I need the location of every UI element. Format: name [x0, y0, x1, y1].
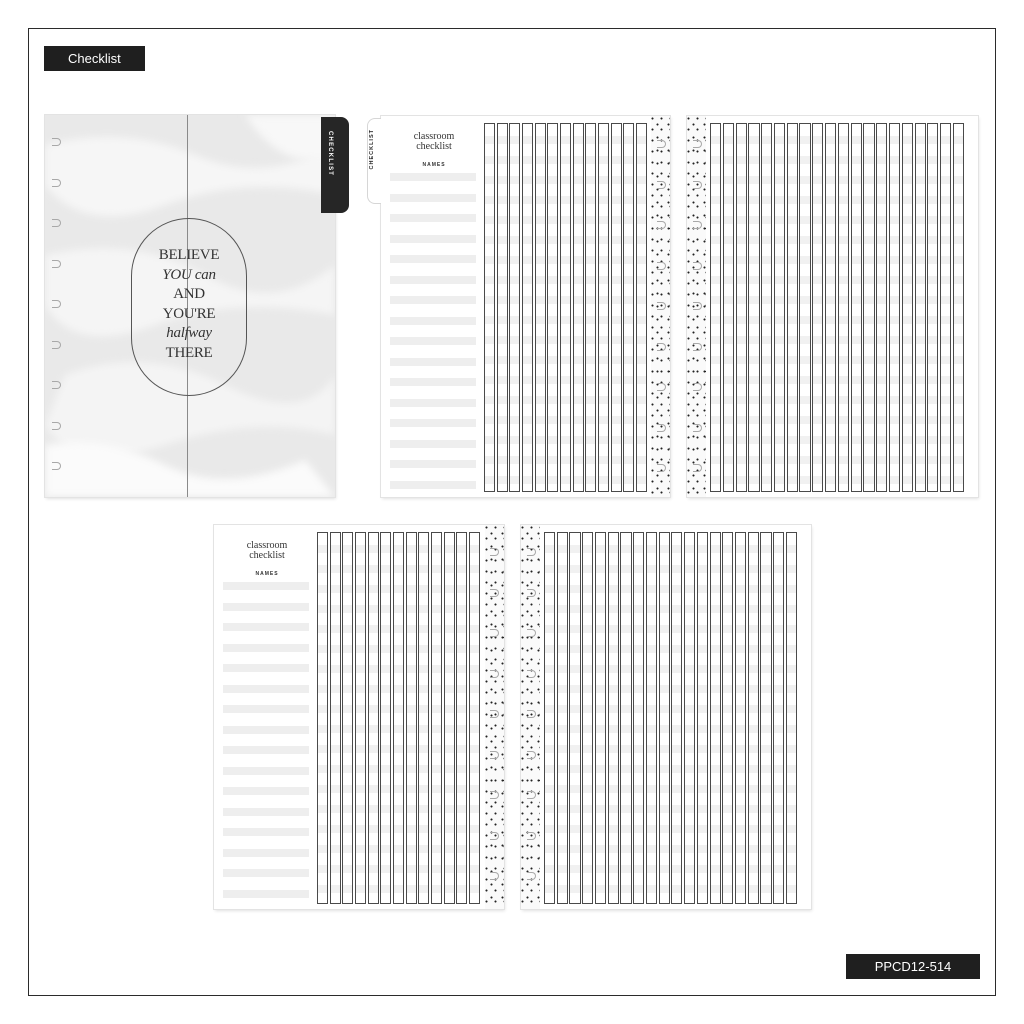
checkbox-column — [736, 123, 747, 492]
binder-ring-icon — [52, 260, 61, 268]
checkbox-column — [608, 532, 619, 904]
checkbox-column — [456, 532, 467, 904]
binder-ring-icon — [527, 589, 536, 597]
binder-ring-icon — [52, 462, 61, 470]
name-line — [390, 214, 476, 222]
name-line — [223, 767, 309, 775]
checkbox-column — [787, 123, 798, 492]
checkbox-column — [723, 123, 734, 492]
binder-ring-icon — [490, 832, 499, 840]
name-line — [223, 603, 309, 611]
binder-ring-icon — [490, 791, 499, 799]
name-line — [390, 194, 476, 202]
binder-ring-icon — [657, 424, 666, 432]
checkbox-column — [547, 123, 558, 492]
binder-ring-icon — [693, 464, 702, 472]
checkbox-grid-wide — [544, 532, 797, 904]
checkbox-column — [560, 123, 571, 492]
checkbox-column — [484, 123, 495, 492]
binder-ring-icon — [52, 219, 61, 227]
name-line — [390, 173, 476, 181]
checkbox-column — [760, 532, 771, 904]
name-line — [223, 726, 309, 734]
binder-ring-icon — [693, 424, 702, 432]
checkbox-column — [774, 123, 785, 492]
binder-ring-icon — [490, 872, 499, 880]
binder-ring-icon — [490, 751, 499, 759]
checklist-page-right-bottom — [521, 525, 811, 909]
checkbox-column — [748, 123, 759, 492]
binder-ring-icon — [657, 464, 666, 472]
name-line — [223, 664, 309, 672]
binder-ring-icon — [527, 832, 536, 840]
binder-ring-icon — [657, 140, 666, 148]
checkbox-column — [620, 532, 631, 904]
binder-ring-icon — [657, 181, 666, 189]
binder-ring-icon — [693, 221, 702, 229]
name-line — [390, 235, 476, 243]
name-lines — [223, 582, 309, 910]
product-label: Checklist — [44, 46, 145, 71]
name-line — [223, 787, 309, 795]
name-lines — [390, 173, 476, 501]
binder-ring-icon — [657, 343, 666, 351]
checkbox-column — [851, 123, 862, 492]
checkbox-column — [544, 532, 555, 904]
binder-ring-icon — [527, 791, 536, 799]
binder-ring-icon — [52, 138, 61, 146]
name-line — [223, 849, 309, 857]
checkbox-column — [710, 123, 721, 492]
checkbox-column — [573, 123, 584, 492]
name-line — [390, 460, 476, 468]
name-line — [223, 746, 309, 754]
name-line — [223, 808, 309, 816]
checkbox-column — [697, 532, 708, 904]
checklist-page-left-top — [381, 116, 670, 497]
binder-ring-icon — [527, 751, 536, 759]
binder-ring-icon — [693, 383, 702, 391]
binder-ring-icon — [52, 179, 61, 187]
checkbox-column — [940, 123, 951, 492]
checkbox-column — [799, 123, 810, 492]
checklist-page-right-top — [687, 116, 978, 497]
checkbox-column — [735, 532, 746, 904]
checkbox-column — [773, 532, 784, 904]
binder-ring-icon — [657, 262, 666, 270]
checkbox-column — [786, 532, 797, 904]
checkbox-column — [380, 532, 391, 904]
binder-ring-icon — [490, 710, 499, 718]
checkbox-column — [748, 532, 759, 904]
name-line — [223, 828, 309, 836]
names-label: NAMES — [422, 162, 446, 168]
binder-ring-icon — [490, 548, 499, 556]
checkbox-column — [838, 123, 849, 492]
checkbox-column — [330, 532, 341, 904]
binder-ring-icon — [527, 872, 536, 880]
name-line — [390, 481, 476, 489]
checkbox-column — [623, 123, 634, 492]
name-line — [390, 255, 476, 263]
side-tab: CHECKLIST — [367, 118, 381, 204]
name-line — [223, 890, 309, 898]
product-code: PPCD12-514 — [846, 954, 980, 979]
checkbox-column — [595, 532, 606, 904]
checkbox-column — [469, 532, 480, 904]
checkbox-column — [889, 123, 900, 492]
checkbox-column — [953, 123, 964, 492]
checkbox-grid-wide — [710, 123, 964, 492]
checkbox-column — [636, 123, 647, 492]
checkbox-column — [317, 532, 328, 904]
checkbox-column — [406, 532, 417, 904]
cover-quote: BELIEVE YOU can AND YOU'RE halfway THERE — [158, 247, 220, 361]
binder-ring-icon — [657, 383, 666, 391]
divider-tab: CHECKLIST — [321, 117, 349, 213]
binder-ring-icon — [657, 221, 666, 229]
checkbox-column — [646, 532, 657, 904]
checkbox-column — [633, 532, 644, 904]
name-line — [390, 296, 476, 304]
name-line — [390, 337, 476, 345]
binder-ring-icon — [527, 629, 536, 637]
checkbox-column — [582, 532, 593, 904]
binder-ring-icon — [52, 381, 61, 389]
checkbox-column — [825, 123, 836, 492]
binder-ring-icon — [693, 343, 702, 351]
name-line — [223, 685, 309, 693]
checkbox-column — [611, 123, 622, 492]
name-line — [223, 623, 309, 631]
checkbox-column — [915, 123, 926, 492]
checkbox-column — [569, 532, 580, 904]
binder-ring-icon — [657, 302, 666, 310]
name-line — [390, 440, 476, 448]
binder-ring-icon — [527, 710, 536, 718]
page-title: classroom checklist — [413, 131, 455, 152]
cover-page — [45, 115, 335, 497]
checkbox-column — [497, 123, 508, 492]
checkbox-column — [722, 532, 733, 904]
checkbox-column — [418, 532, 429, 904]
checkbox-column — [761, 123, 772, 492]
binder-ring-icon — [52, 422, 61, 430]
binder-ring-icon — [693, 262, 702, 270]
checkbox-column — [585, 123, 596, 492]
binder-ring-icon — [693, 140, 702, 148]
checkbox-column — [902, 123, 913, 492]
name-line — [390, 317, 476, 325]
checkbox-column — [393, 532, 404, 904]
checkbox-column — [342, 532, 353, 904]
name-line — [390, 276, 476, 284]
binder-ring-icon — [693, 181, 702, 189]
name-line — [390, 378, 476, 386]
checkbox-column — [812, 123, 823, 492]
checkbox-column — [535, 123, 546, 492]
binder-ring-icon — [527, 670, 536, 678]
checkbox-column — [557, 532, 568, 904]
names-label: NAMES — [255, 571, 279, 577]
name-line — [390, 419, 476, 427]
name-line — [390, 399, 476, 407]
checkbox-grid — [317, 532, 480, 904]
checkbox-column — [368, 532, 379, 904]
checkbox-column — [444, 532, 455, 904]
binder-ring-icon — [52, 341, 61, 349]
name-line — [223, 644, 309, 652]
page-title: classroom checklist — [246, 540, 288, 561]
binder-ring-icon — [490, 670, 499, 678]
binder-ring-icon — [52, 300, 61, 308]
binder-ring-icon — [527, 548, 536, 556]
checklist-page-left-bottom — [214, 525, 504, 909]
binder-ring-icon — [693, 302, 702, 310]
name-line — [390, 358, 476, 366]
checkbox-column — [710, 532, 721, 904]
checkbox-column — [863, 123, 874, 492]
checkbox-column — [876, 123, 887, 492]
name-line — [223, 582, 309, 590]
binder-ring-icon — [490, 629, 499, 637]
checkbox-column — [509, 123, 520, 492]
checkbox-column — [431, 532, 442, 904]
checkbox-column — [659, 532, 670, 904]
checkbox-column — [671, 532, 682, 904]
checkbox-column — [355, 532, 366, 904]
checkbox-column — [684, 532, 695, 904]
checkbox-column — [927, 123, 938, 492]
binder-ring-icon — [490, 589, 499, 597]
checkbox-column — [598, 123, 609, 492]
name-line — [223, 705, 309, 713]
checkbox-column — [522, 123, 533, 492]
checkbox-grid — [484, 123, 647, 492]
name-line — [223, 869, 309, 877]
